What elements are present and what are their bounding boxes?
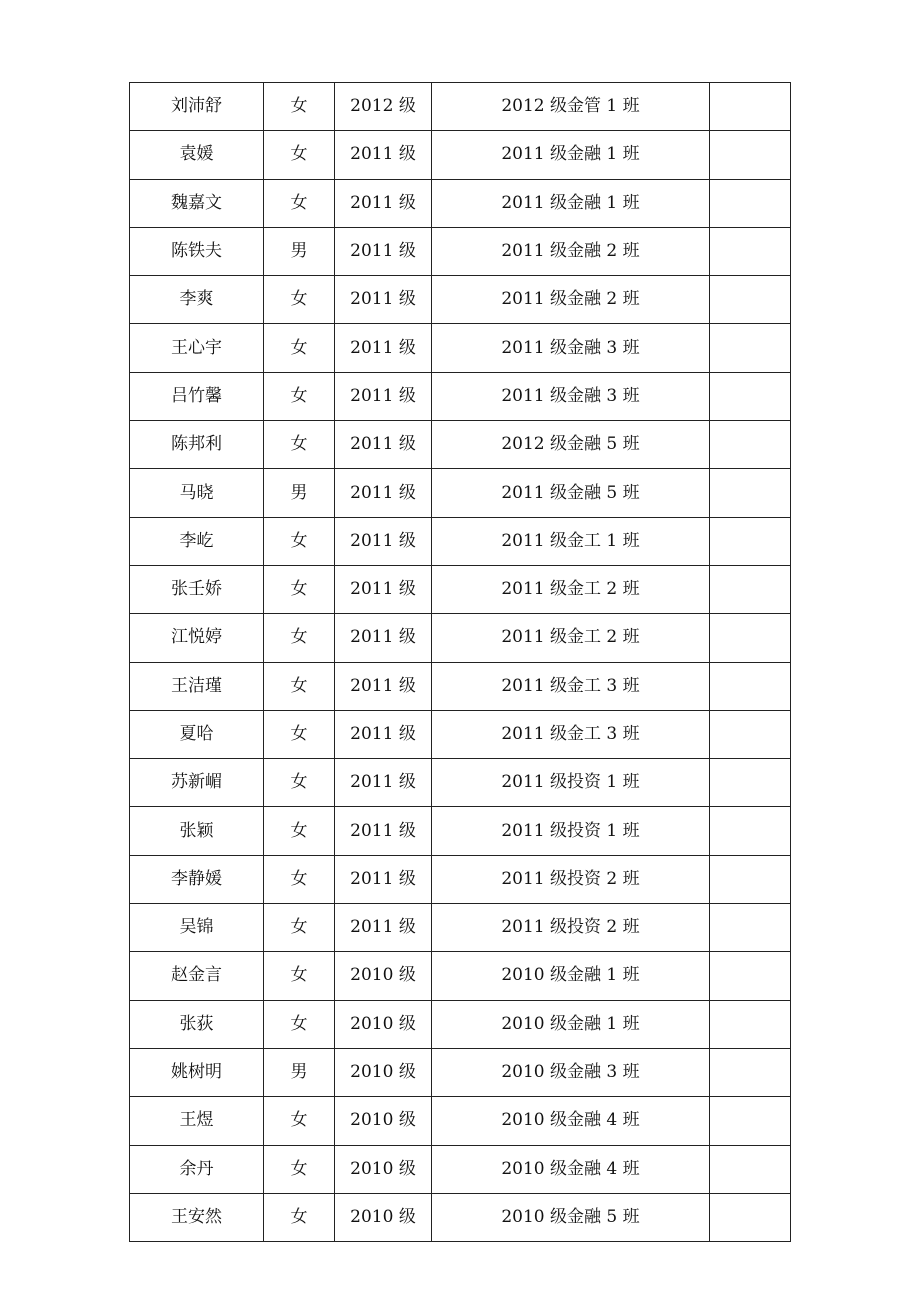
student-name-cell: 陈铁夫 [130, 227, 264, 275]
class-cell: 2011 级金融 1 班 [432, 179, 710, 227]
class-cell: 2010 级金融 5 班 [432, 1193, 710, 1241]
student-name-cell: 王安然 [130, 1193, 264, 1241]
student-name-cell: 李静媛 [130, 855, 264, 903]
student-name-cell: 王心宇 [130, 324, 264, 372]
student-name-cell: 余丹 [130, 1145, 264, 1193]
grade-cell: 2011 级 [335, 565, 432, 613]
grade-cell: 2011 级 [335, 421, 432, 469]
note-cell [710, 952, 791, 1000]
table-row [130, 1048, 791, 1096]
gender-cell: 女 [264, 131, 335, 179]
note-cell [710, 565, 791, 613]
student-name-cell: 张荻 [130, 1000, 264, 1048]
student-roster-table [129, 82, 791, 1242]
grade-cell: 2011 级 [335, 759, 432, 807]
table-row [130, 1000, 791, 1048]
note-cell [710, 1097, 791, 1145]
gender-cell: 女 [264, 179, 335, 227]
class-cell: 2010 级金融 1 班 [432, 952, 710, 1000]
class-cell: 2011 级金融 1 班 [432, 131, 710, 179]
note-cell [710, 469, 791, 517]
gender-cell: 女 [264, 710, 335, 758]
table-row [130, 904, 791, 952]
grade-cell: 2011 级 [335, 855, 432, 903]
table-row [130, 1145, 791, 1193]
student-name-cell: 姚树明 [130, 1048, 264, 1096]
gender-cell: 男 [264, 469, 335, 517]
student-name-cell: 张壬娇 [130, 565, 264, 613]
note-cell [710, 372, 791, 420]
table-row [130, 372, 791, 420]
note-cell [710, 759, 791, 807]
roster-body [130, 83, 791, 1242]
grade-cell: 2011 级 [335, 807, 432, 855]
note-cell [710, 324, 791, 372]
table-row [130, 324, 791, 372]
note-cell [710, 131, 791, 179]
table-row [130, 421, 791, 469]
note-cell [710, 1000, 791, 1048]
note-cell [710, 179, 791, 227]
class-cell: 2012 级金管 1 班 [432, 83, 710, 131]
gender-cell: 女 [264, 662, 335, 710]
class-cell: 2010 级金融 4 班 [432, 1097, 710, 1145]
gender-cell: 女 [264, 83, 335, 131]
grade-cell: 2010 级 [335, 1048, 432, 1096]
student-name-cell: 吴锦 [130, 904, 264, 952]
grade-cell: 2011 级 [335, 131, 432, 179]
table-row [130, 83, 791, 131]
grade-cell: 2011 级 [335, 324, 432, 372]
table-row [130, 1097, 791, 1145]
table-row [130, 469, 791, 517]
class-cell: 2011 级金工 3 班 [432, 710, 710, 758]
grade-cell: 2011 级 [335, 179, 432, 227]
grade-cell: 2010 级 [335, 1000, 432, 1048]
grade-cell: 2010 级 [335, 952, 432, 1000]
grade-cell: 2011 级 [335, 469, 432, 517]
class-cell: 2011 级投资 2 班 [432, 904, 710, 952]
table-row [130, 807, 791, 855]
note-cell [710, 904, 791, 952]
table-row [130, 614, 791, 662]
student-name-cell: 赵金言 [130, 952, 264, 1000]
gender-cell: 女 [264, 1000, 335, 1048]
table-row [130, 710, 791, 758]
grade-cell: 2010 级 [335, 1145, 432, 1193]
note-cell [710, 83, 791, 131]
table-row [130, 662, 791, 710]
table-row [130, 227, 791, 275]
gender-cell: 女 [264, 1193, 335, 1241]
table-row [130, 855, 791, 903]
gender-cell: 女 [264, 324, 335, 372]
gender-cell: 女 [264, 614, 335, 662]
grade-cell: 2011 级 [335, 227, 432, 275]
note-cell [710, 227, 791, 275]
class-cell: 2010 级金融 4 班 [432, 1145, 710, 1193]
student-name-cell: 苏新嵋 [130, 759, 264, 807]
note-cell [710, 807, 791, 855]
table-row [130, 179, 791, 227]
class-cell: 2011 级投资 1 班 [432, 807, 710, 855]
student-name-cell: 刘沛舒 [130, 83, 264, 131]
table-row [130, 565, 791, 613]
note-cell [710, 662, 791, 710]
class-cell: 2011 级金融 3 班 [432, 372, 710, 420]
note-cell [710, 517, 791, 565]
gender-cell: 女 [264, 904, 335, 952]
gender-cell: 女 [264, 372, 335, 420]
class-cell: 2011 级金融 5 班 [432, 469, 710, 517]
student-name-cell: 吕竹馨 [130, 372, 264, 420]
grade-cell: 2011 级 [335, 517, 432, 565]
gender-cell: 女 [264, 276, 335, 324]
table-row [130, 1193, 791, 1241]
class-cell: 2011 级投资 2 班 [432, 855, 710, 903]
grade-cell: 2012 级 [335, 83, 432, 131]
gender-cell: 女 [264, 421, 335, 469]
student-name-cell: 袁媛 [130, 131, 264, 179]
note-cell [710, 1193, 791, 1241]
note-cell [710, 1145, 791, 1193]
table-row [130, 759, 791, 807]
gender-cell: 男 [264, 227, 335, 275]
student-name-cell: 魏嘉文 [130, 179, 264, 227]
gender-cell: 女 [264, 759, 335, 807]
table-row [130, 276, 791, 324]
gender-cell: 女 [264, 517, 335, 565]
note-cell [710, 710, 791, 758]
gender-cell: 女 [264, 807, 335, 855]
class-cell: 2011 级金融 2 班 [432, 227, 710, 275]
grade-cell: 2011 级 [335, 372, 432, 420]
class-cell: 2011 级金工 3 班 [432, 662, 710, 710]
student-name-cell: 夏哈 [130, 710, 264, 758]
class-cell: 2012 级金融 5 班 [432, 421, 710, 469]
note-cell [710, 855, 791, 903]
student-name-cell: 陈邦利 [130, 421, 264, 469]
class-cell: 2011 级投资 1 班 [432, 759, 710, 807]
grade-cell: 2011 级 [335, 710, 432, 758]
note-cell [710, 1048, 791, 1096]
class-cell: 2011 级金融 3 班 [432, 324, 710, 372]
table-row [130, 517, 791, 565]
class-cell: 2010 级金融 1 班 [432, 1000, 710, 1048]
gender-cell: 女 [264, 855, 335, 903]
class-cell: 2011 级金工 2 班 [432, 614, 710, 662]
student-name-cell: 王洁瑾 [130, 662, 264, 710]
grade-cell: 2011 级 [335, 662, 432, 710]
grade-cell: 2011 级 [335, 614, 432, 662]
note-cell [710, 276, 791, 324]
student-name-cell: 张颖 [130, 807, 264, 855]
grade-cell: 2011 级 [335, 904, 432, 952]
grade-cell: 2010 级 [335, 1097, 432, 1145]
gender-cell: 男 [264, 1048, 335, 1096]
table-row [130, 952, 791, 1000]
gender-cell: 女 [264, 1145, 335, 1193]
grade-cell: 2010 级 [335, 1193, 432, 1241]
student-name-cell: 李爽 [130, 276, 264, 324]
note-cell [710, 614, 791, 662]
student-name-cell: 江悦婷 [130, 614, 264, 662]
table-row [130, 131, 791, 179]
note-cell [710, 421, 791, 469]
gender-cell: 女 [264, 952, 335, 1000]
student-name-cell: 王煜 [130, 1097, 264, 1145]
student-name-cell: 李屹 [130, 517, 264, 565]
grade-cell: 2011 级 [335, 276, 432, 324]
class-cell: 2010 级金融 3 班 [432, 1048, 710, 1096]
gender-cell: 女 [264, 565, 335, 613]
class-cell: 2011 级金融 2 班 [432, 276, 710, 324]
class-cell: 2011 级金工 2 班 [432, 565, 710, 613]
student-name-cell: 马晓 [130, 469, 264, 517]
class-cell: 2011 级金工 1 班 [432, 517, 710, 565]
gender-cell: 女 [264, 1097, 335, 1145]
